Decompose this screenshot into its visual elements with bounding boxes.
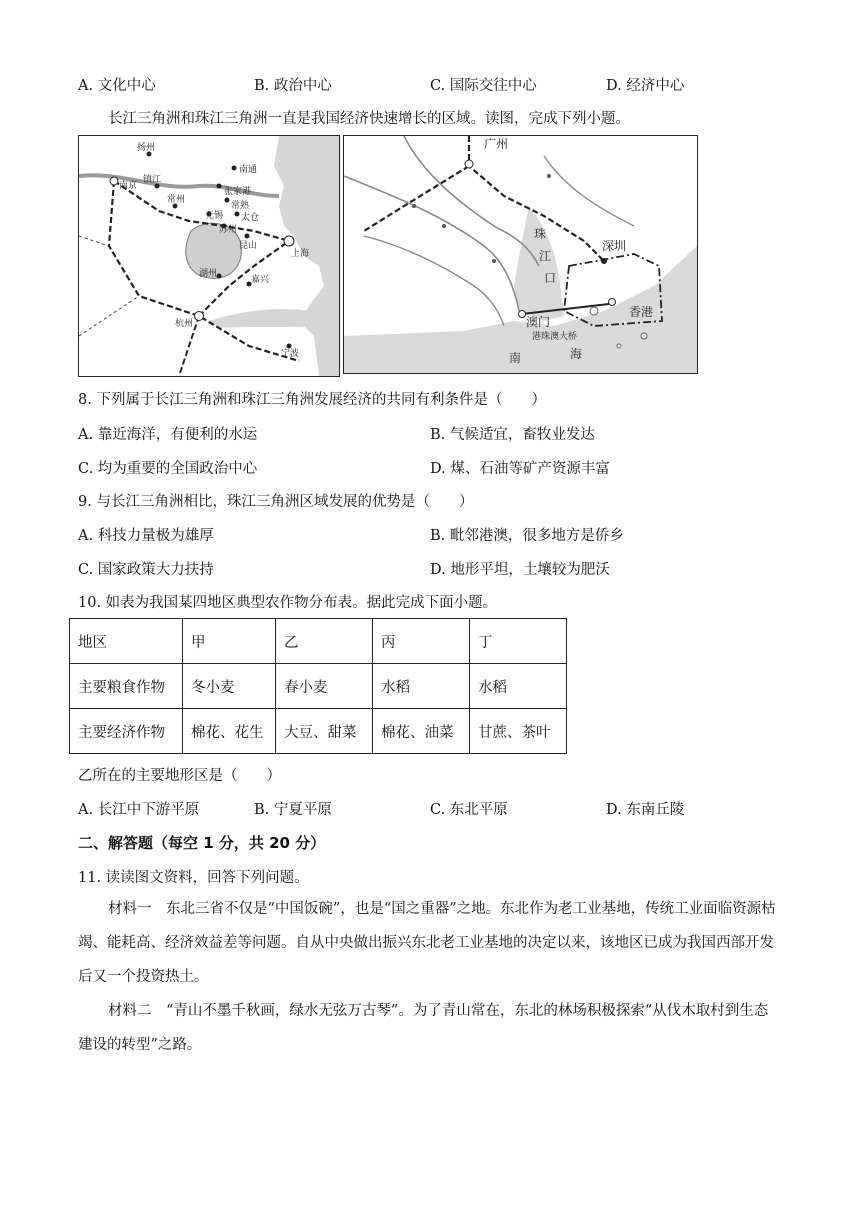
map-label-taicang: 太仓 <box>241 213 260 223</box>
section-heading: 二、解答题（每空 1 分，共 20 分） <box>78 834 326 852</box>
map-label-suzhou: 苏州 <box>219 225 238 235</box>
table-cell: 水稻 <box>470 664 567 709</box>
q10-sub-stem: 乙所在的主要地形区是（ ） <box>78 768 281 784</box>
q8-option-b: B. 气候适宜，畜牧业发达 <box>430 427 595 443</box>
map-label-hai: 海 <box>570 347 583 361</box>
q7-option-a: A. 文化中心 <box>78 78 156 94</box>
map-label-yangzhou: 扬州 <box>137 143 156 153</box>
pearl-delta-map <box>343 135 698 374</box>
q9-option-a: A. 科技力量极为雄厚 <box>78 528 214 544</box>
map-label-changzhou: 常州 <box>167 195 186 205</box>
q8-stem: 8. 下列属于长江三角洲和珠江三角洲发展经济的共同有利条件是（ ） <box>78 392 546 408</box>
table-cell: 主要粮食作物 <box>70 664 183 709</box>
map-label-xianggang: 香港 <box>629 305 654 319</box>
q9-option-c: C. 国家政策大力扶持 <box>78 562 214 578</box>
map-label-jiang: 江 <box>539 249 552 263</box>
map-label-shenzhen: 深圳 <box>602 239 627 253</box>
table-cell: 甘蔗、茶叶 <box>470 709 567 754</box>
table-cell: 乙 <box>276 619 373 664</box>
map-label-kou: 口 <box>544 271 557 285</box>
table-row <box>70 619 567 664</box>
q7-option-d: D. 经济中心 <box>606 78 685 94</box>
map-label-nantong: 南通 <box>239 165 258 175</box>
map-label-jiaxing: 嘉兴 <box>251 275 270 285</box>
table-cell: 主要经济作物 <box>70 709 183 754</box>
q10-option-a: A. 长江中下游平原 <box>78 802 200 818</box>
q9-option-d: D. 地形平坦，土壤较为肥沃 <box>430 562 610 578</box>
q10-option-c: C. 东北平原 <box>430 802 508 818</box>
table-row <box>70 709 567 754</box>
map-label-changshu: 常熟 <box>231 201 250 211</box>
q11-material-2: 材料二 “青山不墨千秋画，绿水无弦万古琴”。为了青山常在，东北的林场积极探索“从伐木取村到生态建设的转型”之路。 <box>78 1003 769 1053</box>
map-label-hangzhou: 杭州 <box>175 319 194 329</box>
table-row <box>70 664 567 709</box>
q8-option-d: D. 煤、石油等矿产资源丰富 <box>430 461 610 477</box>
table-cell: 棉花、花生 <box>183 709 276 754</box>
q10-option-d: D. 东南丘陵 <box>606 802 685 818</box>
map-label-kunshan: 昆山 <box>239 241 258 251</box>
map-label-nanjing: 南京 <box>119 181 138 191</box>
map-label-shanghai: 上海 <box>291 249 310 259</box>
q8-option-c: C. 均为重要的全国政治中心 <box>78 461 258 477</box>
q7-option-c: C. 国际交往中心 <box>430 78 537 94</box>
q7-option-b: B. 政治中心 <box>254 78 332 94</box>
table-cell: 地区 <box>70 619 183 664</box>
map-label-huzhou: 湖州 <box>199 269 218 279</box>
table-cell: 大豆、甜菜 <box>276 709 373 754</box>
map-label-ningbo: 宁波 <box>281 349 300 359</box>
map-label-bridge: 港珠澳大桥 <box>532 332 578 342</box>
table-cell: 冬小麦 <box>183 664 276 709</box>
q11-material-1: 材料一 东北三省不仅是“中国饭碗”，也是“国之重器”之地。东北作为老工业基地，传统工业面临资源枯竭、能耗高、经济效益差等问题。自从中央做出振兴东北老工业基地的决定以来，该地区已成为我国西部开发后又一个投资热土。 <box>78 901 776 985</box>
table-cell: 棉花、油菜 <box>373 709 470 754</box>
q9-stem: 9. 与长江三角洲相比，珠江三角洲区域发展的优势是（ ） <box>78 494 474 510</box>
intro-text: 长江三角洲和珠江三角洲一直是我国经济快速增长的区域。读图，完成下列小题。 <box>108 111 630 127</box>
table-cell: 水稻 <box>373 664 470 709</box>
table-cell: 春小麦 <box>276 664 373 709</box>
table-cell: 丙 <box>373 619 470 664</box>
q10-option-b: B. 宁夏平原 <box>254 802 332 818</box>
map-label-zhangjiagang: 张家港 <box>224 187 252 197</box>
map-label-zhenjiang: 镇江 <box>143 175 162 185</box>
q10-stem: 10. 如表为我国某四地区典型农作物分布表。据此完成下面小题。 <box>78 595 498 611</box>
q9-option-b: B. 毗邻港澳，很多地方是侨乡 <box>430 528 624 544</box>
map-label-nan: 南 <box>509 351 522 365</box>
q11-stem: 11. 读读图文资料，回答下列问题。 <box>78 870 309 886</box>
map-label-zhu: 珠 <box>534 227 547 241</box>
map-label-aomen: 澳门 <box>526 315 551 329</box>
table-cell: 丁 <box>470 619 567 664</box>
crop-distribution-table <box>69 618 567 754</box>
table-cell: 甲 <box>183 619 276 664</box>
map-label-wuxi: 无锡 <box>205 211 224 221</box>
map-label-guangzhou: 广州 <box>484 137 509 151</box>
q8-option-a: A. 靠近海洋，有便利的水运 <box>78 427 258 443</box>
yangtze-delta-map <box>78 135 340 377</box>
